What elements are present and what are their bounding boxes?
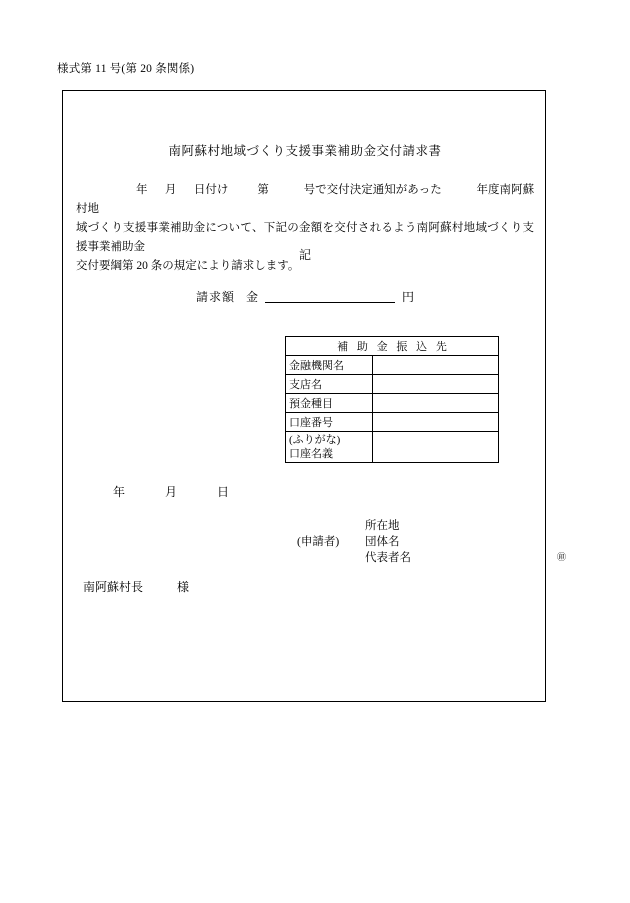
table-row	[286, 375, 499, 394]
currency-unit: 円	[402, 290, 415, 304]
submission-year-label: 年	[113, 485, 126, 499]
seal-icon: ㊞	[557, 552, 567, 562]
table-row	[286, 432, 499, 463]
account-type-value[interactable]	[372, 394, 498, 413]
account-number-value[interactable]	[372, 413, 498, 432]
account-holder-furigana-label: (ふりがな)	[289, 434, 341, 446]
claim-amount-input[interactable]	[265, 302, 395, 303]
ki-mark: 記	[298, 248, 311, 262]
account-number-label: 口座番号	[286, 413, 373, 432]
branch-name-value[interactable]	[372, 375, 498, 394]
notice-number-label: 第	[257, 184, 269, 196]
account-holder-name-label: 口座名義	[289, 448, 333, 460]
bank-name-label: 金融機関名	[286, 356, 373, 375]
document-frame	[62, 90, 567, 702]
bank-transfer-table	[285, 336, 499, 463]
claim-amount-row	[63, 288, 547, 305]
document-title: 南阿蘇村地域づくり支援事業補助金交付請求書	[168, 144, 442, 158]
notice-suffix-text: 号で交付決定通知があった	[303, 184, 442, 196]
submission-day-label: 日	[217, 485, 230, 499]
applicant-address-label: 所在地	[365, 520, 400, 532]
notice-year-label: 年	[136, 184, 148, 196]
table-row	[286, 337, 499, 356]
table-row	[286, 413, 499, 432]
applicant-representative-label: 代表者名	[365, 552, 411, 564]
branch-name-label: 支店名	[286, 375, 373, 394]
body-line-2: 域づくり支援事業補助金について、下記の金額を交付されるよう南阿蘇村地域づくり支援事業補助金	[76, 222, 534, 253]
table-row	[286, 356, 499, 375]
applicant-block	[297, 518, 411, 566]
addressee-honorific: 様	[177, 580, 190, 594]
submission-month-label: 月	[165, 485, 178, 499]
addressee-name: 南阿蘇村長	[83, 580, 144, 594]
account-holder-label	[286, 432, 373, 463]
fiscal-year-text: 年度南阿蘇村地	[76, 184, 535, 215]
table-row	[286, 394, 499, 413]
submission-date-line	[113, 483, 229, 500]
bank-name-value[interactable]	[372, 356, 498, 375]
claim-amount-label: 請求額	[195, 290, 235, 304]
addressee-line	[83, 578, 189, 595]
applicant-prefix: (申請者)	[297, 536, 340, 548]
form-number: 様式第 11 号(第 20 条関係)	[57, 63, 195, 75]
applicant-group-label: 団体名	[365, 536, 400, 548]
account-type-label: 預金種目	[286, 394, 373, 413]
bank-table-header: 補 助 金 振 込 先	[286, 337, 499, 356]
body-line-3: 交付要綱第 20 条の規定により請求します。	[76, 260, 300, 272]
account-holder-value[interactable]	[372, 432, 498, 463]
notice-day-label: 日付け	[193, 184, 229, 196]
currency-prefix: 金	[245, 290, 258, 304]
notice-month-label: 月	[164, 184, 177, 196]
